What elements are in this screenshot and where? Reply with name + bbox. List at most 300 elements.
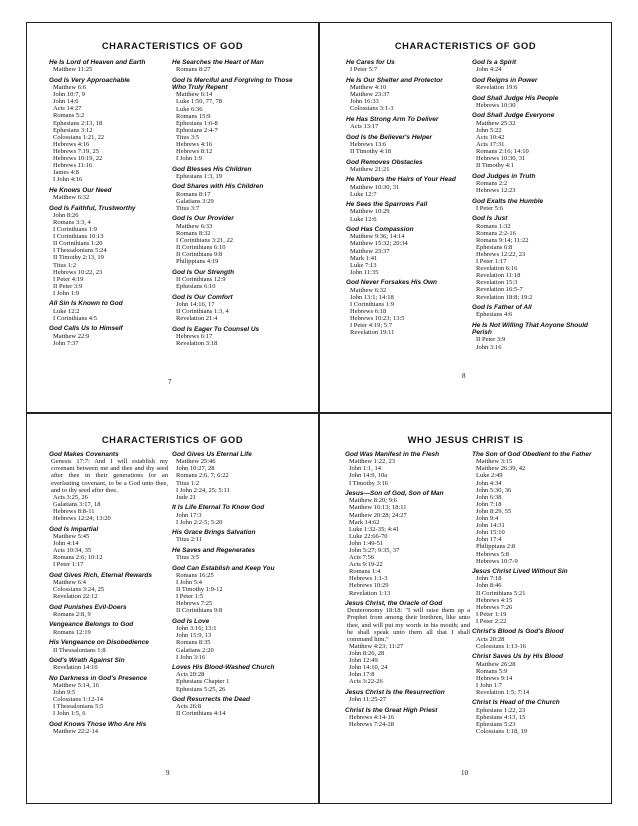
scripture-reference: John 16:33 [350, 98, 379, 106]
scripture-reference: Hebrews 11:16 [53, 162, 93, 170]
scripture-reference: Ephesians 1:6-8 [176, 119, 218, 127]
scripture-reference: Romans 2:6; 10:12 [53, 554, 103, 562]
scripture-reference: Hebrews 6:17 [176, 332, 213, 340]
scripture-reference: Titus 1:2 [53, 261, 77, 269]
scripture-reference: Hebrews 7:25 [176, 600, 213, 608]
scripture-reference: I Peter 1:19 [476, 610, 507, 618]
scripture-reference: John 1:49-51 [349, 539, 384, 547]
scripture-reference: Mark 14:62 [349, 518, 380, 526]
scripture-reference: Hebrews 10:19, 22 [53, 155, 103, 163]
entry [346, 59, 470, 73]
left-column [49, 451, 168, 739]
scripture-reference: I Timothy 3:16 [349, 479, 389, 487]
scripture-reference: Matthew 23:37 [350, 91, 390, 99]
entry [472, 77, 600, 91]
entry-heading: God Blesses His Children [172, 165, 252, 173]
entry [472, 628, 600, 649]
entry-heading: His Vengeance on Disobedience [49, 639, 149, 647]
scripture-reference: Revelation 16:5-7 [476, 286, 523, 294]
scripture-reference: I John 1:7 [476, 681, 502, 689]
scripture-reference: Galatians 3:17, 18 [53, 500, 101, 508]
scripture-reference: Hebrews 12:24; 13:20 [53, 515, 111, 523]
scripture-reference: I Corinthians 4:5 [53, 314, 98, 322]
scripture-reference: Revelation 21:4 [176, 315, 218, 323]
scripture-reference: II Corinthians 6:10 [176, 244, 226, 252]
entry-heading: God Is Our Comfort [172, 293, 233, 301]
scripture-reference: John 8:46 [476, 582, 502, 590]
entry-heading: He Has Strong Arm To Deliver [346, 115, 439, 123]
scripture-reference: Ephesians 2:4-7 [176, 126, 218, 134]
entry-heading: God Knows Those Who Are His [49, 720, 147, 728]
scripture-reference: Revelation 6:16 [476, 265, 518, 273]
scripture-reference: Acts 14:27 [53, 105, 82, 113]
entry [49, 604, 168, 618]
scripture-reference: Titus 3:5 [176, 554, 200, 562]
scripture-reference: Galatians 3:29 [176, 197, 214, 205]
entry-heading: God Exalts the Humble [472, 197, 544, 205]
scripture-reference: Titus 2:11 [176, 536, 203, 544]
scripture-reference: II Timothy 2:13, 19 [53, 254, 104, 262]
entry-heading: He Numbers the Hairs of Your Head [346, 176, 456, 184]
scripture-reference: John 8:26, 28 [349, 649, 385, 657]
page-title: CHARACTERISTICS OF GOD [101, 435, 244, 445]
scripture-reference: Matthew 6:33 [176, 222, 213, 230]
scripture-reference: Revelation 15:3 [476, 279, 518, 287]
entry-heading: Jesus Christ, the Oracle of God [345, 600, 443, 608]
entry-heading: God Is Very Approachable [49, 76, 130, 84]
scripture-reference: I John 1:5, 6 [53, 710, 86, 718]
scripture-reference: Hebrews 8:12 [176, 148, 213, 156]
entry [472, 95, 600, 109]
scripture-reference: Jude 21 [176, 493, 197, 501]
scripture-reference: John 15:10 [476, 529, 505, 537]
left-column [345, 451, 470, 731]
scripture-reference: Revelation 19:6 [476, 84, 518, 92]
entry [172, 618, 300, 661]
entry [345, 451, 470, 487]
scripture-reference: Hebrews 7:19, 25 [53, 147, 100, 155]
scripture-reference: Luke 1:32-35; 4:41 [349, 525, 400, 533]
scripture-reference: Galatians 2:20 [176, 646, 214, 654]
scripture-reference: Revelation 22:12 [53, 593, 98, 601]
entry-heading: He Is Our Shelter and Protector [346, 76, 443, 84]
entry [172, 565, 300, 615]
scripture-reference: Romans 8:27 [176, 66, 211, 74]
entry [172, 696, 300, 717]
entry [346, 176, 470, 197]
scripture-reference: Matthew 26:39, 42 [476, 465, 526, 473]
entry [345, 600, 470, 685]
entry [49, 572, 168, 601]
scripture-reference: I John 2:24, 25; 5:11 [176, 486, 230, 494]
scripture-reference: Acts 10:42 [476, 133, 505, 141]
scripture-reference: I John 3:16 [176, 653, 206, 661]
scripture-reference: Revelation 19:11 [350, 329, 395, 337]
scripture-reference: Revelation 1:5; 7:14 [476, 688, 530, 696]
entry-heading: Christ Saves Us by His Blood [472, 653, 564, 661]
entry [49, 300, 169, 321]
scripture-reference: Ephesians 6:8 [476, 243, 513, 251]
entry-heading: Jesus—Son of God, Son of Man [345, 490, 444, 498]
entry [49, 205, 169, 297]
scripture-reference: Matthew 6:32 [350, 286, 387, 294]
scripture-reference: John 8:29, 55 [476, 507, 512, 515]
scripture-reference: Matthew 22:2-14 [53, 728, 98, 736]
entry-heading: God Gives Rich, Eternal Rewards [49, 571, 152, 579]
page-title: CHARACTERISTICS OF GOD [101, 41, 244, 51]
entry-heading: God Makes Covenants [49, 451, 119, 458]
entry-heading: God Never Forsakes His Own [346, 279, 438, 287]
scripture-reference: Matthew 8:20; 9:6 [349, 497, 398, 505]
entry [346, 226, 470, 276]
scripture-reference: John 12:49 [349, 657, 378, 665]
scripture-reference: Matthew 6:6 [53, 84, 87, 92]
entry-heading: God Is Eager To Counsel Us [172, 325, 260, 333]
scripture-reference: Hebrews 6:18 [350, 307, 387, 315]
scripture-reference: Mark 1:41 [350, 254, 378, 262]
entry [172, 294, 300, 323]
scripture-reference: I John 1:9 [176, 155, 202, 163]
scripture-reference: I Corinthians 1:9 [350, 300, 395, 308]
entry [172, 664, 300, 693]
entry [472, 304, 600, 318]
scripture-reference: Hebrews 1:1-3 [349, 575, 388, 583]
scripture-reference: Acts 26:8 [176, 703, 202, 711]
page-number: 10 [461, 769, 468, 777]
entry-heading: God Punishes Evil-Doers [49, 603, 127, 611]
entry [49, 451, 168, 522]
scripture-reference: Hebrews 4:16 [53, 140, 90, 148]
scripture-reference: Matthew 20:28; 24:27 [349, 511, 407, 519]
scripture-reference: Ephesians 5:23 [476, 720, 516, 728]
scripture-reference: Matthew 21:21 [350, 165, 390, 173]
scripture-reference: II Corinthians 1:20 [53, 240, 103, 248]
scripture-reference: Titus 3:5 [176, 133, 200, 141]
scripture-reference: John 7:18 [476, 500, 502, 508]
scripture-reference: Luke 1:50, 77, 78 [176, 98, 223, 106]
entry [472, 198, 600, 212]
scripture-reference: Acts 3:25, 26 [53, 493, 88, 501]
left-column [346, 59, 470, 340]
right-column [472, 59, 600, 354]
scripture-reference: Hebrews 10:29 [349, 582, 389, 590]
entry [172, 504, 300, 525]
entry-heading: He Saves and Regenerates [172, 546, 256, 554]
scripture-reference: Hebrews 10:22, 23 [53, 268, 103, 276]
scripture-reference: Romans 16:25 [176, 571, 214, 579]
scripture-reference: I Peter 2:22 [476, 617, 507, 625]
scripture-reference: Romans 15:9 [176, 112, 211, 120]
scripture-reference: Romans 2:2 [476, 179, 508, 187]
scripture-reference: I Corinthians 1:9 [53, 226, 98, 234]
scripture-reference: Matthew 23:37 [350, 247, 390, 255]
scripture-reference: I Peter 5:7 [350, 66, 378, 74]
scripture-reference: Revelation 14:10 [53, 664, 98, 672]
scripture-reference: II Corinthians 4:14 [176, 710, 226, 718]
scripture-reference: John 14:31 [476, 522, 505, 530]
scripture-reference: Romans 2:2-16 [476, 229, 516, 237]
scripture-reference: Matthew 22:9 [53, 332, 90, 340]
entry [49, 639, 168, 653]
entry-heading: Jesus Christ Lived Without Sin [472, 568, 568, 576]
entry [49, 621, 168, 635]
entry-heading: God Shall Judge Everyone [472, 112, 555, 120]
scripture-reference: John 4:24 [476, 66, 502, 74]
scripture-reference: I Peter 4:19 [53, 275, 84, 283]
scripture-reference: II Thessalonians 1:8 [53, 646, 106, 654]
scripture-reference: Hebrews 9:14 [476, 674, 513, 682]
page-8 [319, 22, 612, 413]
scripture-reference: Hebrews 4:16 [176, 141, 213, 149]
scripture-reference: Ephesians 1:22, 23 [476, 706, 526, 714]
scripture-reference: Hebrews 8:8-11 [53, 507, 95, 515]
entry [472, 451, 600, 565]
verse-quote: Deuteronomy 18:18: "I will raise them up a Prophet from among their brethren, like unto thee, and will put my words in his mouth; and he shall speak unto them all that I shall command him." [347, 607, 470, 643]
entry [346, 159, 470, 173]
scripture-reference: Romans 5:9 [476, 667, 508, 675]
entry [472, 59, 600, 73]
scripture-reference: Hebrews 10:30 [476, 101, 516, 109]
scripture-reference: Matthew 25:46 [176, 458, 216, 466]
entry [346, 77, 470, 113]
scripture-reference: Romans 8:32 [176, 229, 211, 237]
scripture-reference: Matthew 10:30, 31 [350, 183, 400, 191]
scripture-reference: Ephesians 6:10 [176, 283, 216, 291]
entry [472, 322, 600, 351]
scripture-reference: John 5:27; 9:35, 37 [349, 547, 400, 555]
scripture-reference: Colossians 3:1-3 [350, 105, 394, 113]
page-7 [26, 22, 319, 413]
scripture-reference: John 8:26 [53, 211, 79, 219]
entry-heading: God Is Love [172, 617, 210, 625]
scripture-reference: I Peter 1:5 [176, 593, 204, 601]
scripture-reference: Matthew 3:15 [476, 458, 513, 466]
scripture-reference: II Peter 3:9 [53, 282, 83, 290]
entry-heading: No Darkness in God's Presence [49, 674, 148, 682]
entry [472, 699, 600, 735]
scripture-reference: Luke 7:13 [350, 261, 377, 269]
page-number: 9 [166, 769, 170, 777]
entry [172, 59, 300, 73]
entry-heading: God Was Manifest in the Flesh [345, 451, 440, 458]
scripture-reference: Romans 2:6, 7; 6:22 [176, 472, 229, 480]
scripture-reference: Revelation 11:18 [476, 272, 521, 280]
entry-heading: His Grace Brings Salvation [172, 529, 256, 537]
scripture-reference: Colossians 1:12-14 [53, 696, 104, 704]
scripture-reference: Philippians 2:8 [476, 543, 516, 551]
verse-quote: Genesis 17:7: And I will establish my covenant between me and thee and thy seed after thee in their generations for an everlasting covenant, to be a God unto thee, and to thy seed after thee. [51, 458, 168, 494]
entry [49, 657, 168, 671]
scripture-reference: II Corinthians 12:9 [176, 276, 226, 283]
right-column [172, 59, 300, 350]
scripture-reference: Colossians 3:24, 25 [53, 586, 105, 594]
scripture-reference: John 13:1; 14:18 [350, 293, 394, 301]
entry [49, 675, 168, 718]
scripture-reference: John 14:16, 17 [176, 300, 215, 308]
scripture-reference: Hebrews 4:15 [476, 596, 513, 604]
entry-heading: God Removes Obstacles [346, 158, 423, 166]
entry-heading: God Gives Us Eternal Life [172, 451, 252, 458]
scripture-reference: Acts 20:28 [176, 671, 205, 679]
scripture-reference: Acts 9:19-22 [349, 561, 383, 569]
entry-heading: God Is the Believer's Helper [346, 133, 433, 141]
scripture-reference: II Peter 3:9 [476, 336, 506, 344]
scripture-reference: Acts 17:31 [476, 140, 505, 148]
right-column [472, 451, 600, 739]
entry [472, 653, 600, 696]
scripture-reference: I Thessalonians 5:5 [53, 703, 104, 711]
scripture-reference: Acts 13:17 [350, 123, 379, 131]
scripture-reference: I Peter 1:17 [53, 561, 84, 569]
entry [345, 490, 470, 597]
scripture-reference: Revelation 18:8; 19:2 [476, 293, 533, 301]
scripture-reference: Luke 12:2 [53, 307, 80, 315]
scripture-reference: Hebrews 12:22, 23 [476, 251, 526, 259]
entry [49, 325, 169, 346]
scripture-reference: Romans 1:4 [349, 568, 381, 576]
scripture-reference: John 7:18 [476, 575, 502, 583]
entry [172, 183, 300, 212]
scripture-reference: I John 5:4 [176, 579, 202, 587]
scripture-reference: Matthew 6:4 [53, 578, 87, 586]
entry-heading: He Cares for Us [346, 59, 395, 66]
scripture-reference: I Thessalonians 5:24 [53, 247, 107, 255]
scripture-reference: Ephesians Chapter 1 [176, 678, 230, 686]
scripture-reference: II Timothy 4:18 [350, 148, 392, 156]
entry-heading: God Is Merciful and Forgiving to Those Who Truly Repent [172, 76, 293, 92]
scripture-reference: John 6:38 [476, 493, 502, 501]
entry [172, 529, 300, 543]
scripture-reference: John 14:9, 10a [349, 472, 388, 480]
scripture-reference: Hebrews 7:26 [476, 603, 513, 611]
scripture-reference: I John 4:16 [53, 176, 83, 184]
right-column [172, 451, 300, 721]
scripture-reference: Romans 8:35 [176, 639, 211, 647]
scripture-reference: John 3:16 [476, 343, 502, 351]
page-10 [319, 413, 612, 804]
entry-heading: It Is Life Eternal To Know God [172, 504, 265, 512]
scripture-reference: Colossians 1:21, 22 [53, 133, 105, 141]
entry-heading: He Searches the Heart of Man [172, 59, 264, 66]
scripture-reference: John 4:34 [476, 479, 502, 487]
scripture-reference: John 5:22 [476, 126, 502, 134]
scripture-reference: Matthew 6:32 [53, 194, 90, 202]
scripture-reference: John 10:7, 9 [53, 91, 85, 99]
scripture-reference: Luke 2:49 [476, 472, 503, 480]
entry-heading: He Knows Our Need [49, 186, 112, 194]
scripture-reference: Hebrews 10:30, 31 [476, 155, 526, 163]
scripture-reference: Ephesians 3:12 [53, 126, 93, 134]
scripture-reference: Matthew 1:22, 23 [349, 458, 396, 466]
scripture-reference: John 11:25-27 [349, 696, 387, 704]
scripture-reference: Romans 1:32 [476, 222, 511, 230]
scripture-reference: Revelation 3:18 [176, 339, 218, 347]
entry [49, 721, 168, 735]
page-9 [26, 413, 319, 804]
scripture-reference: Acts 10:34, 35 [53, 547, 92, 555]
scripture-reference: I Peter 5:6 [476, 204, 504, 212]
scripture-reference: John 4:14 [53, 539, 79, 547]
entry-heading: Christ Is Head of the Church [472, 699, 560, 707]
scripture-reference: John 10:27, 28 [176, 465, 215, 473]
scripture-reference: Matthew 4:10 [350, 84, 387, 92]
scripture-reference: Romans 2:16; 14:10 [476, 148, 529, 156]
entry [49, 77, 169, 184]
scripture-reference: Matthew 25:32 [476, 119, 516, 127]
scripture-reference: II Timothy 4:1 [476, 162, 514, 170]
entry [472, 112, 600, 169]
scripture-reference: I John 1:9 [53, 289, 79, 297]
scripture-reference: II Corinthians 9:8 [176, 607, 223, 615]
entry [345, 707, 470, 728]
scripture-reference: I Peter 1:17 [476, 258, 507, 266]
entry-heading: All Sin Is Known to God [49, 300, 123, 308]
scripture-reference: Matthew 16:13; 18:11 [349, 504, 407, 512]
scripture-reference: John 3:16; 13:1 [176, 625, 217, 633]
entry-heading: God Judges in Truth [472, 172, 536, 180]
scripture-reference: Luke 6:36 [176, 105, 203, 113]
entry-heading: God Is a Spirit [472, 59, 517, 66]
scripture-reference: Romans 8:17 [176, 190, 211, 198]
scripture-reference: Luke 12:6 [350, 215, 377, 223]
page-number: 8 [462, 372, 466, 380]
scripture-reference: Hebrews 10:7-9 [476, 557, 518, 565]
scripture-reference: Acts 7:56 [349, 554, 375, 562]
scripture-reference: Colossians 1:13-16 [476, 642, 527, 650]
scripture-reference: John 17:4 [476, 536, 502, 544]
scripture-reference: Matthew 6:14 [176, 91, 213, 99]
scripture-reference: Romans 5:2 [53, 112, 85, 120]
scripture-reference: II Corinthians 9:8 [176, 251, 223, 259]
entry [172, 166, 300, 180]
entry-heading: God Has Compassion [346, 226, 414, 234]
scripture-reference: Luke 22:66-70 [349, 532, 388, 540]
scripture-reference: Hebrews 13:6 [350, 140, 387, 148]
scripture-reference: Hebrews 4:14-16 [349, 713, 394, 721]
entry-heading: Vengeance Belongs to God [49, 621, 134, 629]
entry-heading: God Reigns in Power [472, 76, 538, 84]
entry [472, 173, 600, 194]
scripture-reference: John 14:6 [53, 98, 79, 106]
scripture-reference: Ephesians 4:13, 15 [476, 713, 526, 721]
scripture-reference: I Corinthians 10:13 [53, 233, 104, 241]
scripture-reference: Matthew 15:32; 20:34 [350, 240, 408, 248]
entry-heading: God Shares with His Children [172, 183, 264, 191]
scripture-reference: Hebrews 5:8 [476, 550, 510, 558]
entry [172, 269, 300, 290]
scripture-reference: Matthew 5:14, 16 [53, 682, 100, 690]
scripture-reference: Matthew 11:25 [53, 66, 93, 74]
scripture-reference: John 11:35 [350, 268, 379, 276]
scripture-reference: Romans 12:19 [53, 628, 91, 636]
entry-heading: Christ Is the Great High Priest [345, 706, 438, 714]
entry-heading: God Is Our Strength [172, 268, 235, 276]
entry-heading: God Shall Judge His People [472, 94, 559, 102]
scripture-reference: II Timothy 1:9-12 [176, 586, 223, 594]
scripture-reference: John 9:5 [53, 689, 76, 697]
entry-heading: God Resurrects the Dead [172, 696, 251, 704]
entry-heading: He Is Not Willing That Anyone Should Perish [472, 321, 588, 337]
scripture-reference: I Peter 4:19; 5:7 [350, 322, 393, 330]
entry-heading: God Is Just [472, 215, 508, 223]
scripture-reference: Colossians 1:18, 19 [476, 728, 528, 736]
entry [346, 201, 470, 222]
entry-heading: God Is Our Provider [172, 215, 234, 223]
scripture-reference: II Corinthians 5:21 [476, 589, 526, 597]
entry [49, 187, 169, 201]
scripture-reference: John 14:10, 24 [349, 664, 388, 672]
entry [346, 279, 470, 336]
